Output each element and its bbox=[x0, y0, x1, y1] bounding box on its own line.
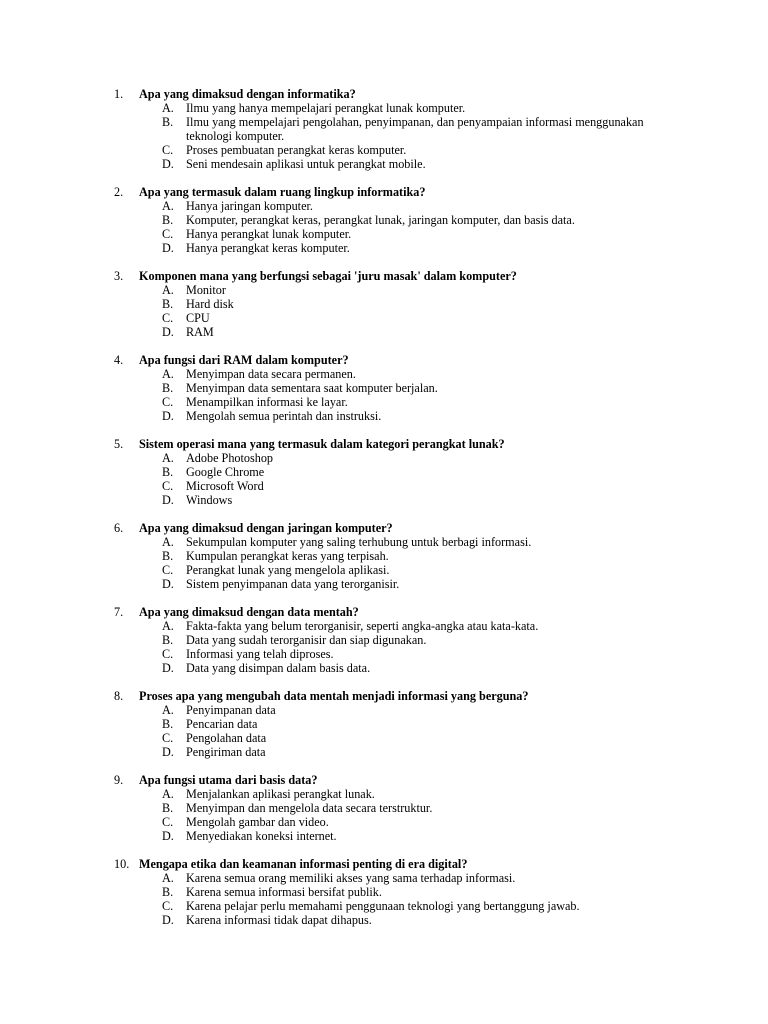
question-item bbox=[0, 521, 768, 591]
option-text: Proses pembuatan perangkat keras komputer. bbox=[186, 143, 407, 157]
option-letter: A. bbox=[162, 787, 174, 801]
question-header bbox=[0, 269, 768, 283]
option-letter: C. bbox=[162, 899, 174, 913]
option-letter: C. bbox=[162, 479, 174, 493]
option-letter: C. bbox=[162, 731, 174, 745]
option-letter: D. bbox=[162, 493, 174, 507]
question-header bbox=[0, 437, 768, 451]
option-text: Mengolah semua perintah dan instruksi. bbox=[186, 409, 382, 423]
answer-option bbox=[0, 829, 768, 843]
question-item bbox=[0, 857, 768, 927]
option-text: Menyimpan data sementara saat komputer berjalan. bbox=[186, 381, 438, 395]
answer-option bbox=[0, 703, 768, 717]
question-header bbox=[0, 87, 768, 101]
question-text: Apa yang dimaksud dengan jaringan komputer? bbox=[139, 521, 393, 535]
option-text: Menyimpan dan mengelola data secara terstruktur. bbox=[186, 801, 433, 815]
answer-option bbox=[0, 283, 768, 297]
question-header bbox=[0, 605, 768, 619]
option-text: Windows bbox=[186, 493, 233, 507]
option-letter: B. bbox=[162, 297, 174, 311]
question-item bbox=[0, 773, 768, 843]
option-letter: A. bbox=[162, 451, 174, 465]
option-letter: B. bbox=[162, 633, 174, 647]
option-text: Ilmu yang mempelajari pengolahan, penyimpanan, dan penyampaian informasi menggunakan teknologi komputer. bbox=[186, 115, 644, 143]
answer-option bbox=[0, 815, 768, 829]
option-letter: A. bbox=[162, 703, 174, 717]
question-item bbox=[0, 689, 768, 759]
question-item bbox=[0, 353, 768, 423]
answer-option bbox=[0, 563, 768, 577]
option-text: Monitor bbox=[186, 283, 226, 297]
answer-option bbox=[0, 409, 768, 423]
question-number: 8. bbox=[114, 689, 124, 703]
question-number: 6. bbox=[114, 521, 124, 535]
answer-option bbox=[0, 395, 768, 409]
option-letter: D. bbox=[162, 409, 174, 423]
option-text: Komputer, perangkat keras, perangkat lunak, jaringan komputer, dan basis data. bbox=[186, 213, 575, 227]
option-text: Hanya perangkat keras komputer. bbox=[186, 241, 350, 255]
option-text: Sekumpulan komputer yang saling terhubung untuk berbagi informasi. bbox=[186, 535, 532, 549]
question-list bbox=[0, 87, 768, 941]
question-text: Apa fungsi dari RAM dalam komputer? bbox=[139, 353, 349, 367]
option-text: Pencarian data bbox=[186, 717, 258, 731]
question-item bbox=[0, 269, 768, 339]
option-text: Menyediakan koneksi internet. bbox=[186, 829, 337, 843]
question-text: Sistem operasi mana yang termasuk dalam kategori perangkat lunak? bbox=[139, 437, 505, 451]
option-letter: B. bbox=[162, 549, 174, 563]
option-text: Microsoft Word bbox=[186, 479, 264, 493]
question-number: 10. bbox=[114, 857, 130, 871]
answer-option bbox=[0, 465, 768, 479]
question-number: 7. bbox=[114, 605, 124, 619]
question-header bbox=[0, 689, 768, 703]
answer-option bbox=[0, 241, 768, 255]
option-letter: B. bbox=[162, 381, 174, 395]
answer-option bbox=[0, 311, 768, 325]
answer-option bbox=[0, 479, 768, 493]
option-text: CPU bbox=[186, 311, 210, 325]
option-text: Mengolah gambar dan video. bbox=[186, 815, 329, 829]
answer-option bbox=[0, 717, 768, 731]
option-text: Data yang disimpan dalam basis data. bbox=[186, 661, 371, 675]
question-number: 2. bbox=[114, 185, 124, 199]
answer-option bbox=[0, 871, 768, 885]
answer-option bbox=[0, 885, 768, 899]
question-number: 4. bbox=[114, 353, 124, 367]
option-text: Menjalankan aplikasi perangkat lunak. bbox=[186, 787, 375, 801]
option-text: Kumpulan perangkat keras yang terpisah. bbox=[186, 549, 389, 563]
option-text: Hard disk bbox=[186, 297, 234, 311]
question-text: Proses apa yang mengubah data mentah menjadi informasi yang berguna? bbox=[139, 689, 529, 703]
answer-option bbox=[0, 633, 768, 647]
option-letter: B. bbox=[162, 465, 174, 479]
option-text: Pengiriman data bbox=[186, 745, 266, 759]
question-number: 9. bbox=[114, 773, 124, 787]
option-letter: D. bbox=[162, 829, 174, 843]
answer-option bbox=[0, 199, 768, 213]
answer-option bbox=[0, 731, 768, 745]
answer-option bbox=[0, 661, 768, 675]
option-letter: B. bbox=[162, 115, 174, 129]
option-letter: A. bbox=[162, 101, 174, 115]
option-letter: D. bbox=[162, 661, 174, 675]
question-text: Komponen mana yang berfungsi sebagai 'juru masak' dalam komputer? bbox=[139, 269, 517, 283]
option-letter: C. bbox=[162, 647, 174, 661]
option-letter: B. bbox=[162, 213, 174, 227]
answer-option bbox=[0, 451, 768, 465]
option-text: Ilmu yang hanya mempelajari perangkat lunak komputer. bbox=[186, 101, 466, 115]
answer-option bbox=[0, 745, 768, 759]
option-text: Karena semua informasi bersifat publik. bbox=[186, 885, 382, 899]
answer-option bbox=[0, 787, 768, 801]
option-text: Karena semua orang memiliki akses yang sama terhadap informasi. bbox=[186, 871, 516, 885]
option-letter: A. bbox=[162, 283, 174, 297]
answer-option bbox=[0, 115, 768, 143]
option-text: Karena pelajar perlu memahami penggunaan teknologi yang bertanggung jawab. bbox=[186, 899, 580, 913]
question-number: 1. bbox=[114, 87, 124, 101]
answer-option bbox=[0, 619, 768, 633]
answer-option bbox=[0, 577, 768, 591]
question-header bbox=[0, 521, 768, 535]
question-text: Apa yang termasuk dalam ruang lingkup informatika? bbox=[139, 185, 426, 199]
question-item bbox=[0, 87, 768, 171]
option-text: Fakta-fakta yang belum terorganisir, seperti angka-angka atau kata-kata. bbox=[186, 619, 539, 633]
option-letter: B. bbox=[162, 885, 174, 899]
option-text: Menampilkan informasi ke layar. bbox=[186, 395, 348, 409]
answer-option bbox=[0, 913, 768, 927]
question-text: Apa fungsi utama dari basis data? bbox=[139, 773, 318, 787]
option-letter: D. bbox=[162, 157, 174, 171]
answer-option bbox=[0, 297, 768, 311]
option-text: Data yang sudah terorganisir dan siap digunakan. bbox=[186, 633, 427, 647]
option-letter: D. bbox=[162, 325, 174, 339]
option-text: Seni mendesain aplikasi untuk perangkat mobile. bbox=[186, 157, 426, 171]
question-text: Apa yang dimaksud dengan data mentah? bbox=[139, 605, 359, 619]
answer-option bbox=[0, 143, 768, 157]
question-number: 3. bbox=[114, 269, 124, 283]
answer-option bbox=[0, 367, 768, 381]
answer-option bbox=[0, 325, 768, 339]
answer-option bbox=[0, 899, 768, 913]
option-letter: D. bbox=[162, 577, 174, 591]
option-letter: D. bbox=[162, 745, 174, 759]
answer-option bbox=[0, 157, 768, 171]
option-letter: C. bbox=[162, 143, 174, 157]
option-text: Google Chrome bbox=[186, 465, 265, 479]
option-text: Informasi yang telah diproses. bbox=[186, 647, 334, 661]
option-letter: A. bbox=[162, 199, 174, 213]
question-header bbox=[0, 353, 768, 367]
option-letter: A. bbox=[162, 619, 174, 633]
option-text: Penyimpanan data bbox=[186, 703, 276, 717]
question-item bbox=[0, 437, 768, 507]
option-letter: D. bbox=[162, 913, 174, 927]
question-header bbox=[0, 857, 768, 871]
option-letter: A. bbox=[162, 535, 174, 549]
option-letter: C. bbox=[162, 311, 174, 325]
question-text: Mengapa etika dan keamanan informasi penting di era digital? bbox=[139, 857, 468, 871]
option-letter: C. bbox=[162, 227, 174, 241]
option-text: Hanya jaringan komputer. bbox=[186, 199, 313, 213]
option-letter: C. bbox=[162, 815, 174, 829]
option-letter: C. bbox=[162, 563, 174, 577]
option-text: Menyimpan data secara permanen. bbox=[186, 367, 356, 381]
answer-option bbox=[0, 535, 768, 549]
option-letter: A. bbox=[162, 367, 174, 381]
answer-option bbox=[0, 549, 768, 563]
option-letter: D. bbox=[162, 241, 174, 255]
option-text: Pengolahan data bbox=[186, 731, 267, 745]
question-item bbox=[0, 185, 768, 255]
option-letter: A. bbox=[162, 871, 174, 885]
option-text: Adobe Photoshop bbox=[186, 451, 274, 465]
option-text: RAM bbox=[186, 325, 214, 339]
answer-option bbox=[0, 213, 768, 227]
question-text: Apa yang dimaksud dengan informatika? bbox=[139, 87, 356, 101]
answer-option bbox=[0, 647, 768, 661]
answer-option bbox=[0, 493, 768, 507]
question-header bbox=[0, 185, 768, 199]
option-text: Perangkat lunak yang mengelola aplikasi. bbox=[186, 563, 390, 577]
option-text: Sistem penyimpanan data yang terorganisir. bbox=[186, 577, 400, 591]
option-letter: C. bbox=[162, 395, 174, 409]
option-letter: B. bbox=[162, 801, 174, 815]
answer-option bbox=[0, 801, 768, 815]
option-text: Karena informasi tidak dapat dihapus. bbox=[186, 913, 372, 927]
answer-option bbox=[0, 227, 768, 241]
question-item bbox=[0, 605, 768, 675]
option-letter: B. bbox=[162, 717, 174, 731]
question-header bbox=[0, 773, 768, 787]
question-number: 5. bbox=[114, 437, 124, 451]
answer-option bbox=[0, 101, 768, 115]
answer-option bbox=[0, 381, 768, 395]
option-text: Hanya perangkat lunak komputer. bbox=[186, 227, 352, 241]
